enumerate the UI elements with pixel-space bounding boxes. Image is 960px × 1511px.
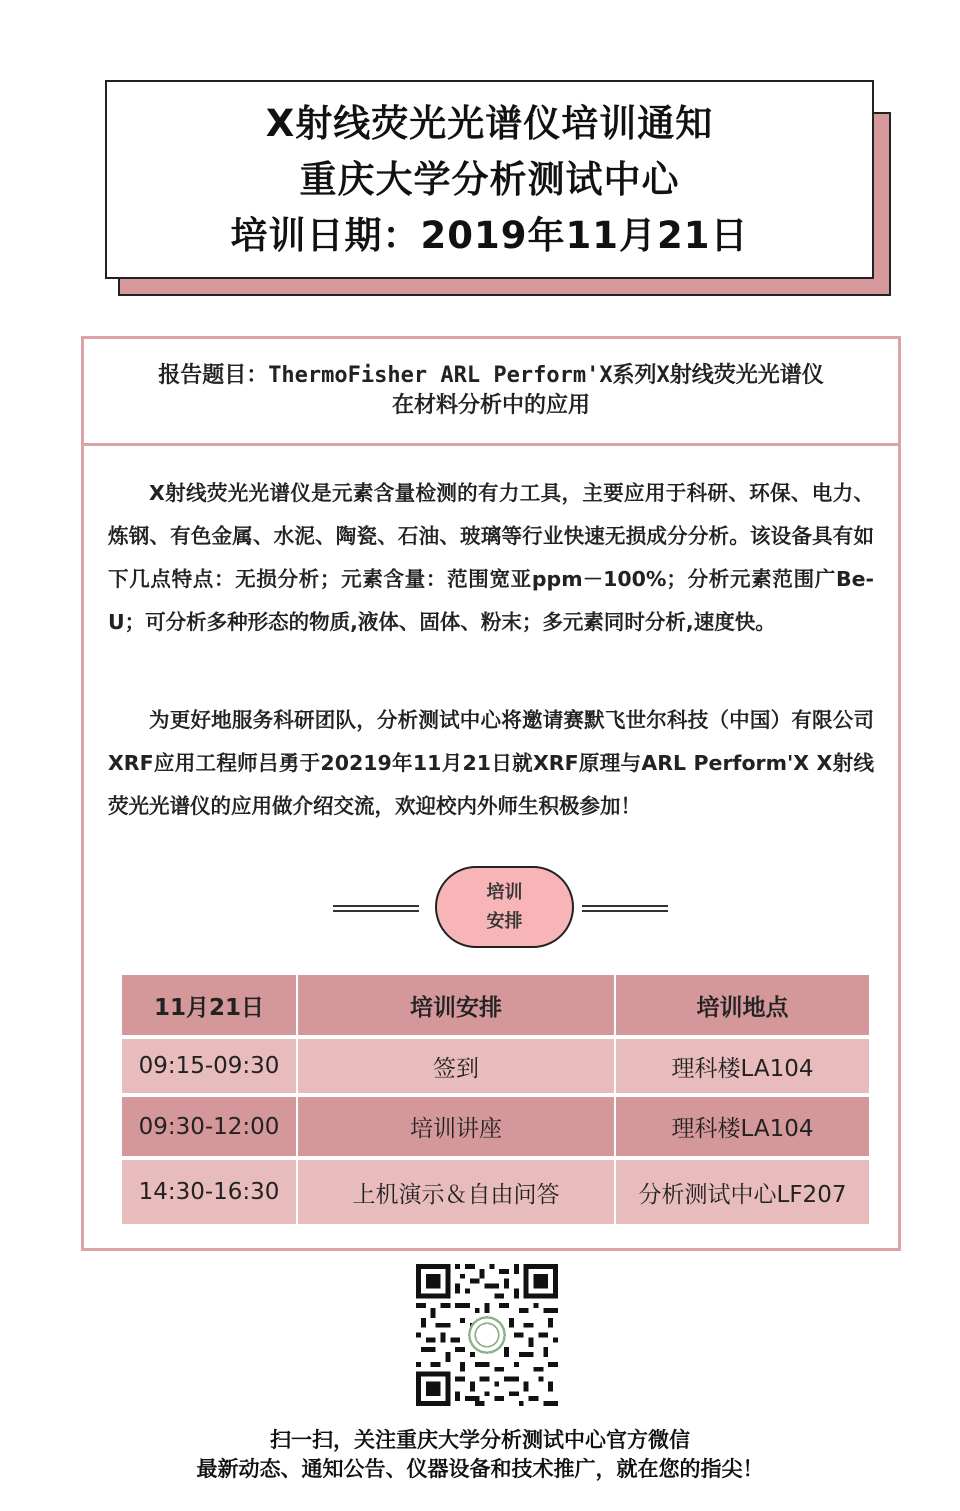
divider-line-right xyxy=(582,905,668,912)
table-cell-activity: 上机演示＆自由问答 xyxy=(296,1156,614,1224)
table-cell-location: 分析测试中心LF207 xyxy=(614,1156,869,1224)
table-header-row xyxy=(122,975,869,1035)
report-topic-line2: 在材料分析中的应用 xyxy=(391,393,590,418)
schedule-badge-line1: 培训 xyxy=(486,882,523,903)
qr-code-icon[interactable] xyxy=(416,1264,558,1406)
divider-line-left xyxy=(333,905,419,912)
table-cell-time: 14:30-16:30 xyxy=(122,1156,296,1224)
report-topic-box xyxy=(84,339,898,446)
table-row xyxy=(122,1156,869,1224)
table-cell-location: 理科楼LA104 xyxy=(614,1093,869,1156)
training-date: 培训日期：2019年11月21日 xyxy=(230,213,749,257)
table-cell-time: 09:15-09:30 xyxy=(122,1035,296,1093)
header-box xyxy=(105,80,874,279)
page-title: X射线荧光光谱仪培训通知 xyxy=(265,101,714,145)
invitation-paragraph: 为更好地服务科研团队，分析测试中心将邀请赛默飞世尔科技（中国）有限公司XRF应用工程师吕勇于20219年11月21日就XRF原理与ARL Perform'X X射线荧光光谱仪的应用做介绍交流，欢迎校内外师生积极参加！ xyxy=(108,708,874,818)
table-cell-activity: 签到 xyxy=(296,1035,614,1093)
organization-name: 重庆大学分析测试中心 xyxy=(299,157,680,201)
report-topic-line1: 报告题目：ThermoFisher ARL Perform'X系列X射线荧光光谱仪 xyxy=(158,363,824,388)
intro-paragraph: X射线荧光光谱仪是元素含量检测的有力工具，主要应用于科研、环保、电力、炼钢、有色金属、水泥、陶瓷、石油、玻璃等行业快速无损成分分析。该设备具有如下几点特点：无损分析；元素含量：范围宽亚ppm－100%；分析元素范围广Be-U；可分析多种形态的物质,液体、固体、粉末；多元素同时分析,速度快。 xyxy=(108,481,874,634)
table-header-cell: 培训安排 xyxy=(296,975,614,1035)
schedule-badge-line2: 安排 xyxy=(486,911,523,932)
table-row xyxy=(122,1093,869,1156)
table-row xyxy=(122,1035,869,1093)
schedule-badge xyxy=(435,866,574,948)
schedule-table xyxy=(122,975,869,1224)
table-header-cell: 培训地点 xyxy=(614,975,869,1035)
notice-card xyxy=(81,336,901,1251)
footer-line1: 扫一扫，关注重庆大学分析测试中心官方微信 xyxy=(270,1428,690,1452)
table-cell-location: 理科楼LA104 xyxy=(614,1035,869,1093)
table-cell-time: 09:30-12:00 xyxy=(122,1093,296,1156)
footer-line2: 最新动态、通知公告、仪器设备和技术推广，就在您的指尖！ xyxy=(196,1457,764,1481)
table-header-cell: 11月21日 xyxy=(122,975,296,1035)
table-cell-activity: 培训讲座 xyxy=(296,1093,614,1156)
